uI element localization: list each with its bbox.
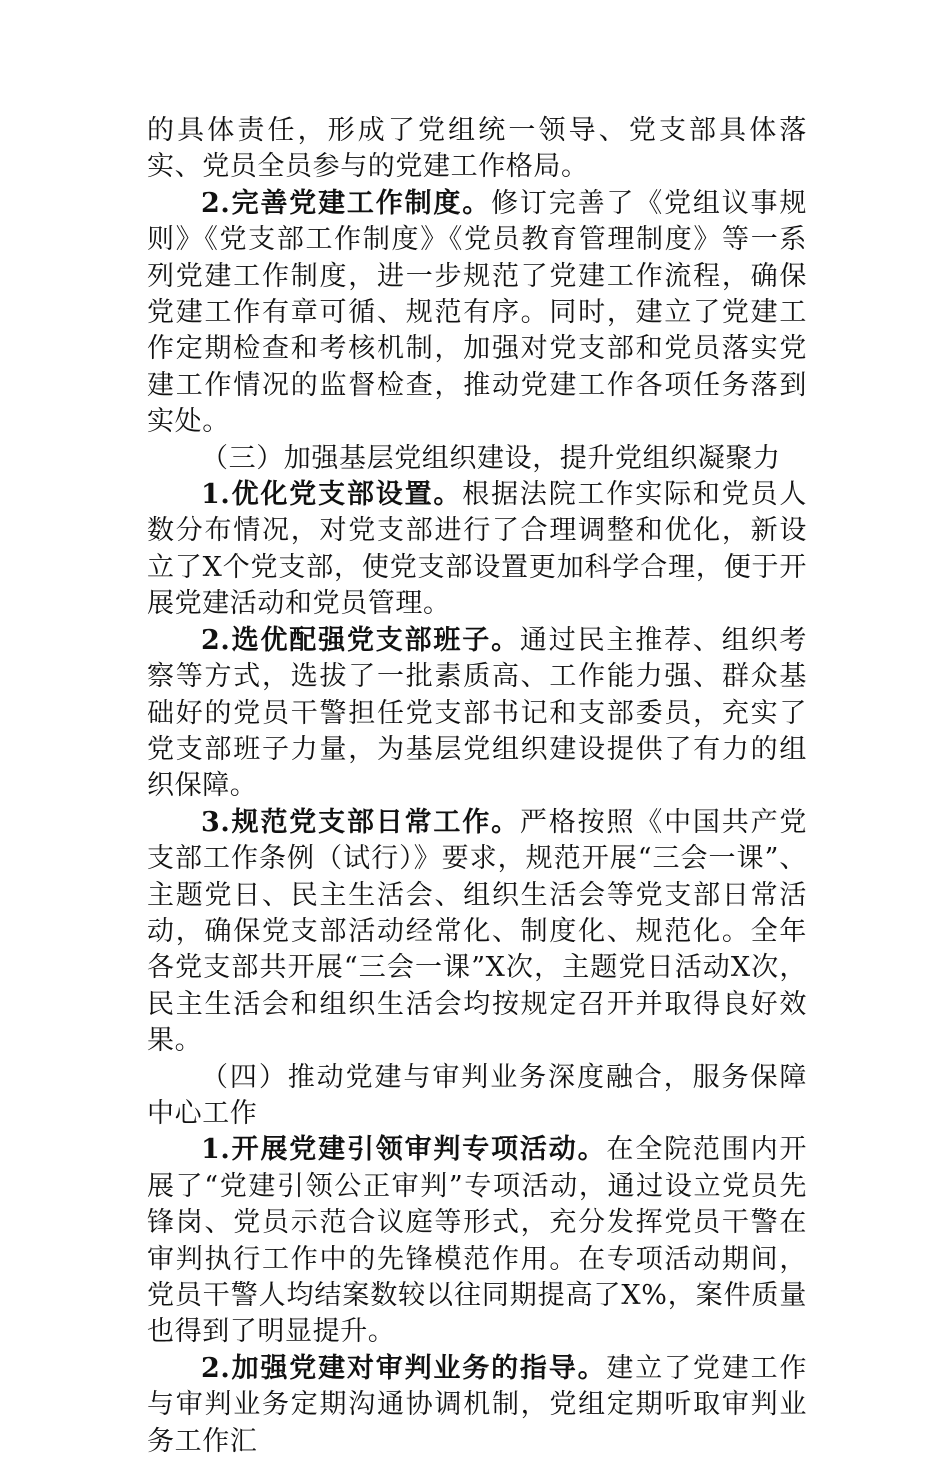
- paragraph-text: 的具体责任，形成了党组统一领导、党支部具体落实、党员全员参与的党建工作格局。: [147, 115, 807, 183]
- paragraph-text: 修订完善了《党组议事规则》《党支部工作制度》《党员教育管理制度》等一系列党建工作制度，进一步规范了党建工作流程，确保党建工作有章可循、规范有序。同时，建立了党建工作定期检查和考核机制，加强对党支部和党员落实党建工作情况的监督检查，推动党建工作各项任务落到实处。: [147, 187, 807, 438]
- paragraph-special-activity: [147, 1132, 807, 1350]
- paragraph-text: 根据法院工作实际和党员人数分布情况，对党支部进行了合理调整和优化，新设立了X个党支部，使党支部设置更加科学合理，便于开展党建活动和党员管理。: [147, 479, 808, 620]
- paragraph-lead: 3.规范党支部日常工作。: [201, 806, 520, 838]
- paragraph-lead: 2.加强党建对审判业务的指导。: [201, 1352, 607, 1384]
- section-heading-4: （四）推动党建与审判业务深度融合，服务保障中心工作: [147, 1061, 807, 1129]
- paragraph-text: 严格按照《中国共产党支部工作条例（试行）》要求，规范开展“三会一课”、主题党日、民主生活会、组织生活会等党支部日常活动，确保党支部活动经常化、制度化、规范化。全年各党支部共开展“三会一课”X次，主题党日活动X次，民主生活会和组织生活会均按规定召开并取得良好效果。: [147, 806, 807, 1057]
- document-page: [147, 113, 807, 1460]
- paragraph-continuation: [147, 113, 807, 186]
- section-heading-3: （三）加强基层党组织建设，提升党组织凝聚力: [201, 442, 781, 474]
- paragraph-branch-routine: [147, 805, 807, 1060]
- paragraph-guidance: [147, 1351, 807, 1460]
- paragraph-branch-team: [147, 623, 807, 805]
- paragraph-text: 在全院范围内开展了“党建引领公正审判”专项活动，通过设立党员先锋岗、党员示范合议庭等形式，充分发挥党员干警在审判执行工作中的先锋模范作用。在专项活动期间，党员干警人均结案数较以往同期提高了X%，案件质量也得到了明显提升。: [147, 1134, 808, 1348]
- paragraph-text: 通过民主推荐、组织考察等方式，选拔了一批素质高、工作能力强、群众基础好的党员干警担任党支部书记和支部委员，充实了党支部班子力量，为基层党组织建设提供了有力的组织保障。: [147, 624, 807, 802]
- paragraph-lead: 2.选优配强党支部班子。: [201, 624, 520, 656]
- paragraph-party-rules: [147, 186, 807, 441]
- paragraph-branch-setup: [147, 477, 807, 623]
- paragraph-lead: 1.优化党支部设置。: [201, 479, 463, 511]
- paragraph-lead: 2.完善党建工作制度。: [201, 187, 492, 219]
- paragraph-text: 建立了党建工作与审判业务定期沟通协调机制，党组定期听取审判业务工作汇: [147, 1352, 808, 1457]
- paragraph-lead: 1.开展党建引领审判专项活动。: [201, 1134, 607, 1166]
